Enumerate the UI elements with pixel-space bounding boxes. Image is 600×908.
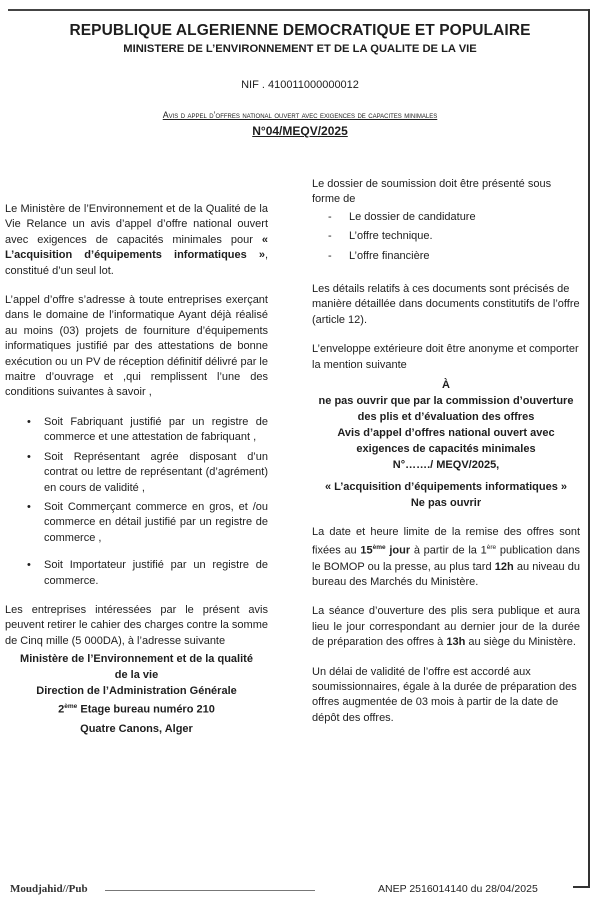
document-header: [0, 22, 600, 138]
eligibility-paragraph: L’appel d’offre s’adresse à toute entreprises exerçant dans le domaine de l’informatique Ayant déjà réalisé au moins (03) projets de fourniture d’équipements informatiques justifié par des attestations de bonne exécution ou un PV de réception définitif délivré par le maitre d’ouvrage et ,qui remplissent l’une des conditions suivantes à savoir ,: [5, 294, 268, 399]
list-item: [312, 249, 580, 264]
conditions-list: [5, 415, 268, 589]
opening-paragraph: [312, 604, 580, 650]
floor-text: Etage bureau numéro 210: [77, 703, 215, 716]
intro-end: , constitué d’un seul lot.: [5, 249, 268, 277]
deadline-day: 15: [360, 545, 373, 558]
intro-paragraph: [5, 202, 268, 279]
mention-line: À: [442, 379, 450, 392]
submission-item: L’offre technique.: [349, 230, 433, 243]
deadline-paragraph: [312, 525, 580, 590]
dash-icon: -: [328, 210, 332, 223]
mention-line: des plis et d’évaluation des offres: [357, 411, 535, 424]
details-paragraph: Les détails relatifs à ces documents sont précisés de manière détaillée dans documents constitutifs de l’offre (article 12).: [312, 283, 580, 326]
opening-hour: 13h: [446, 636, 466, 649]
condition-text: Soit Fabriquant justifié par un registre de commerce et une attestation de fabriquant ,: [44, 415, 268, 444]
mention-line: Ne pas ouvrir: [410, 497, 482, 510]
mention-line: N°……./ MEQV/2025,: [392, 459, 500, 472]
submission-intro: Le dossier de soumission doit être présenté sous forme de: [312, 178, 552, 206]
notice-title: Avis d appel d’offres national ouvert avec exigences de capacites minimales: [162, 110, 438, 120]
nif-number: NIF . 410011000000012: [241, 79, 359, 91]
validity-paragraph: Un délai de validité de l’offre est accordé aux soumissionnaires, égale à la durée de préparation des offres augmentée de 03 mois à partir de la date de dépôt des offres.: [312, 665, 577, 724]
list-item: [5, 500, 268, 546]
deadline-day-word: jour: [385, 545, 411, 558]
first-suffix: ère: [486, 544, 497, 552]
deadline-hour: 12h: [494, 560, 514, 573]
condition-text: Soit Représentant agrée disposant d’un contrat ou lettre de représentant (d’agrément) en cours de validité ,: [44, 450, 268, 494]
bullet-icon: •: [27, 450, 31, 463]
mention-line: « L’acquisition d’équipements informatiques »: [324, 481, 568, 494]
address-line: Quatre Canons, Alger: [80, 722, 193, 735]
project-title: « L’acquisition d’équipements informatiques »: [5, 233, 268, 262]
ministry-title: MINISTERE DE L’ENVIRONNEMENT ET DE LA QUALITE DE LA VIE: [123, 43, 477, 55]
frame-bottom-border: [573, 886, 590, 888]
footer-reference: ANEP 2516014140 du 28/04/2025: [378, 883, 538, 895]
submission-item: L’offre financière: [349, 249, 430, 262]
address-line: [5, 699, 268, 718]
envelope-paragraph: L’enveloppe extérieure doit être anonyme et comporter la mention suivante: [312, 343, 579, 371]
frame-top-border: [8, 9, 589, 11]
mention-line: exigences de capacités minimales: [356, 443, 536, 456]
floor-number: 2: [58, 703, 65, 716]
address-line: de la vie: [114, 669, 159, 682]
frame-right-border: [588, 9, 590, 887]
address-line: Ministère de l’Environnement et de la qualité: [20, 653, 253, 666]
deadline-text: publication dans le BOMOP ou la presse, au plus tard: [312, 545, 580, 573]
address-block: [5, 651, 268, 737]
dash-icon: -: [328, 249, 332, 262]
bullet-icon: •: [27, 415, 31, 428]
notice-number: N°04/MEQV/2025: [252, 124, 348, 138]
submission-item: Le dossier de candidature: [349, 210, 476, 223]
condition-text: Soit Importateur justifié par un registre de commerce.: [44, 559, 268, 587]
floor-suffix: ème: [64, 703, 78, 711]
left-column: [5, 202, 268, 737]
envelope-mention: [312, 377, 580, 511]
footer-source: Moudjahid//Pub: [10, 883, 88, 895]
dash-icon: -: [328, 230, 332, 243]
bullet-icon: •: [27, 559, 31, 572]
list-item: [5, 558, 268, 589]
retrieval-paragraph: Les entreprises intéressées par le présent avis peuvent retirer le cahier des charges contre la somme de Cinq mille (5 000DA), à l’adresse suivante: [5, 603, 268, 647]
deadline-text: au niveau du bureau des Marchés du Ministère.: [312, 560, 581, 588]
mention-line: ne pas ouvrir que par la commission d’ouverture: [318, 395, 574, 408]
right-column: [312, 177, 580, 726]
condition-text: Soit Commerçant commerce en gros, et /ou commerce en détail justifié par un registre de commerce ,: [44, 500, 268, 544]
list-item: [312, 210, 580, 225]
list-item: [5, 450, 268, 496]
footer-divider: [105, 890, 315, 891]
intro-text: Le Ministère de l’Environnement et de la Qualité de la Vie Relance un avis d’appel d’offre national ouvert avec exigences de capacités minimales pour: [5, 203, 268, 246]
opening-text: La séance d’ouverture des plis sera publique et aura lieu le jour correspondant au dernier jour de la durée de préparation des offres à: [312, 605, 580, 649]
mention-line: Avis d’appel d’offres national ouvert avec: [337, 427, 555, 440]
deadline-day-suffix: ème: [372, 544, 386, 552]
bullet-icon: •: [27, 500, 31, 513]
address-line: Direction de l’Administration Générale: [36, 685, 237, 698]
list-item: [5, 415, 268, 446]
submission-list: [312, 210, 580, 264]
deadline-text: La date et heure limite de la remise des offres sont fixées au: [312, 526, 580, 558]
list-item: [312, 229, 580, 244]
opening-text: au siège du Ministère.: [465, 636, 576, 649]
republic-title: REPUBLIQUE ALGERIENNE DEMOCRATIQUE ET POPULAIRE: [69, 22, 531, 39]
deadline-text: à partir de la 1: [410, 545, 487, 558]
